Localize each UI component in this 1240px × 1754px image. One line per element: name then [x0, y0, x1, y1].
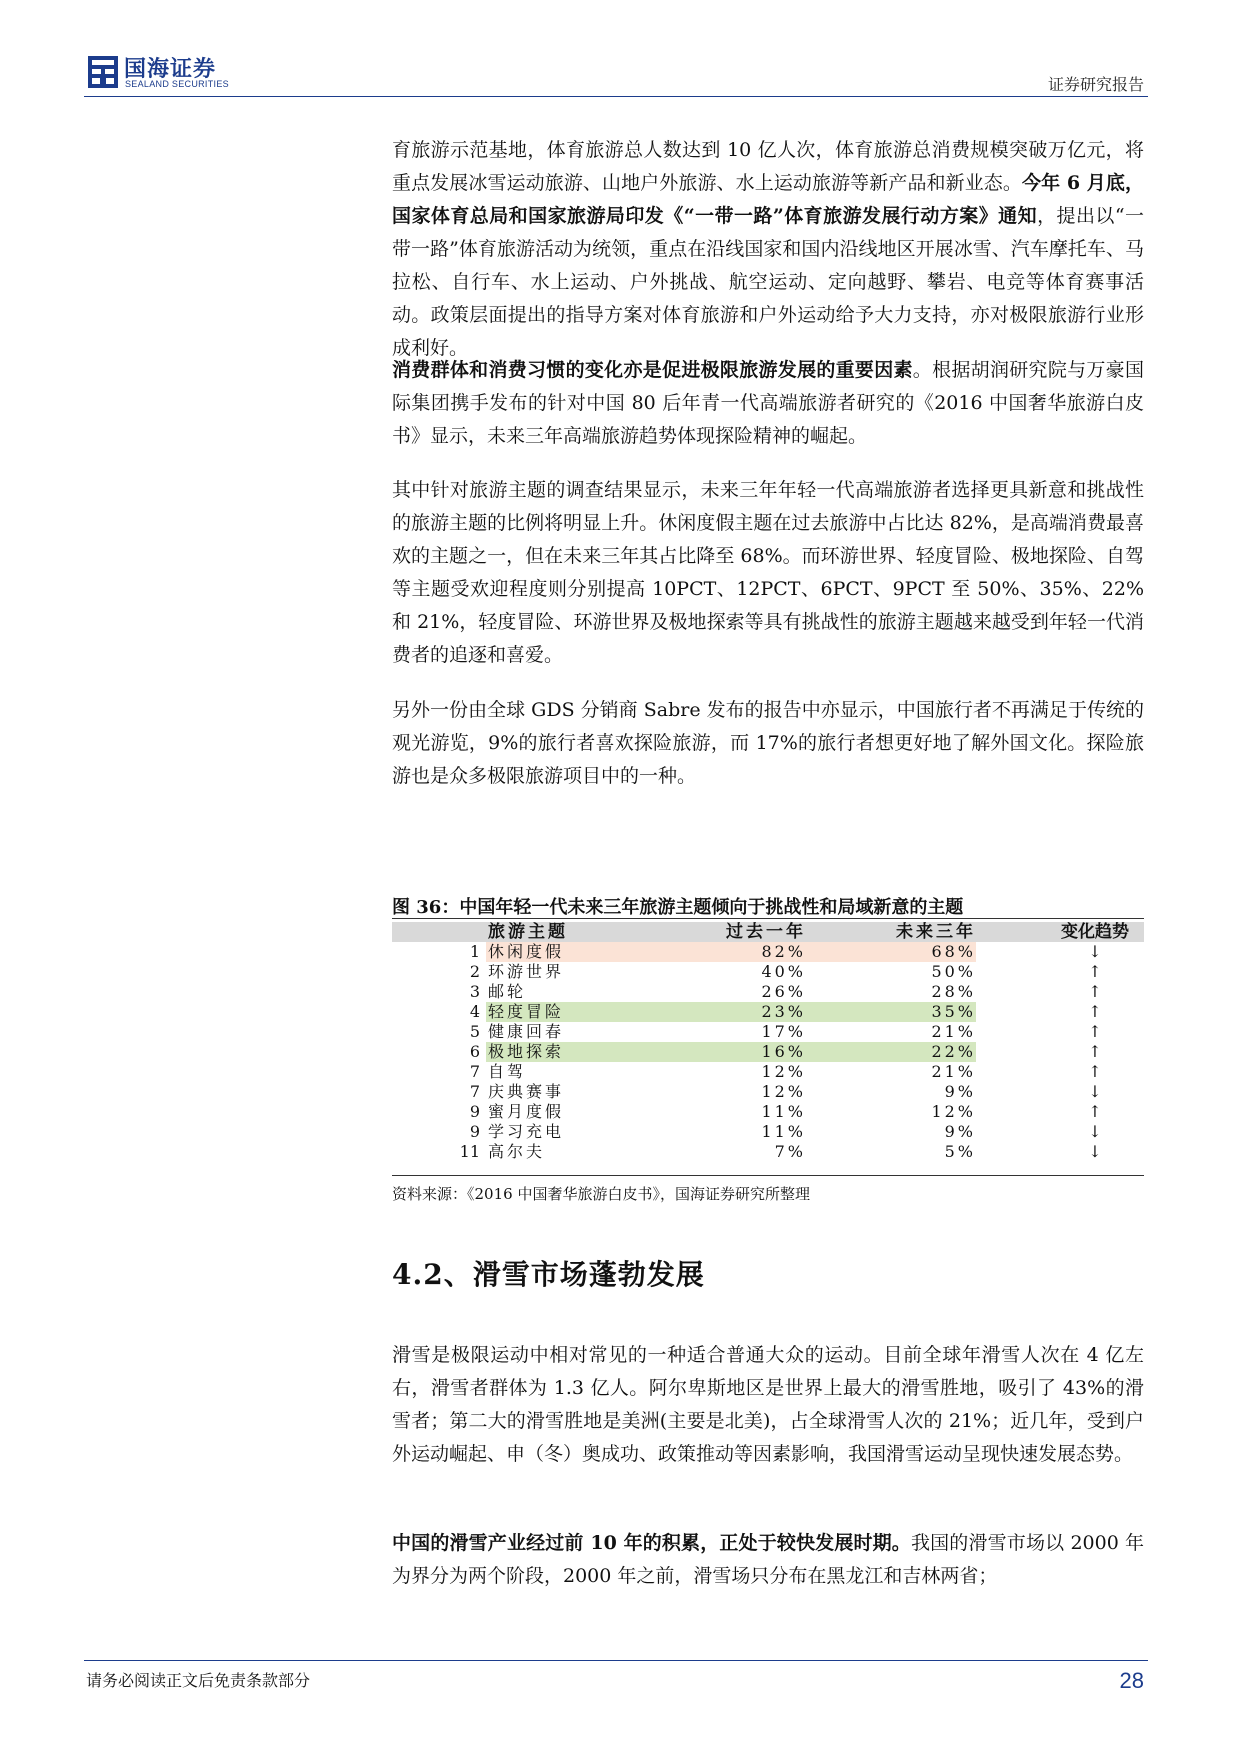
- trend-up-icon: ↑: [1088, 1022, 1102, 1041]
- trend-up-icon: ↑: [1088, 1042, 1102, 1061]
- header-divider: [84, 96, 1148, 97]
- cell-past: 82%: [646, 942, 806, 962]
- cell-theme: 庆典赛事: [488, 1082, 565, 1101]
- trend-up-icon: ↑: [1088, 1062, 1102, 1081]
- table-row: [392, 1002, 1144, 1022]
- cell-rank: 3: [469, 982, 480, 1001]
- trend-up-icon: ↑: [1088, 982, 1102, 1001]
- table-row: [392, 1142, 1144, 1162]
- cell-rank: 9: [469, 1122, 480, 1141]
- figure-title: 图 36：中国年轻一代未来三年旅游主题倾向于挑战性和局域新意的主题: [392, 897, 964, 918]
- cell-theme: 自驾: [488, 1062, 527, 1081]
- paragraph-sabre: [392, 694, 1144, 793]
- cell-theme: 休闲度假: [486, 942, 646, 962]
- cell-future: 21%: [931, 1022, 976, 1041]
- table-row: [392, 1122, 1144, 1142]
- cell-future: 9%: [944, 1082, 976, 1101]
- cell-rank: 7: [469, 1062, 480, 1081]
- paragraph-text: 育旅游示范基地，体育旅游总人数达到 10 亿人次，体育旅游总消费规模突破万亿元，将重点发展冰雪运动旅游、山地户外旅游、水上运动旅游等新产品和新业态。: [392, 139, 1144, 194]
- cell-past: 16%: [646, 1042, 806, 1062]
- table-row: [392, 942, 1144, 962]
- cell-future: 50%: [931, 962, 976, 981]
- trend-up-icon: ↑: [1088, 962, 1102, 981]
- paragraph-emphasis: 中国的滑雪产业经过前 10 年的积累，正处于较快发展时期。: [392, 1532, 911, 1554]
- paragraph-survey: [392, 474, 1144, 672]
- cell-rank: 6: [469, 1042, 480, 1061]
- trend-down-icon: ↓: [1088, 1142, 1102, 1161]
- table-row: [392, 962, 1144, 982]
- sealand-logo-icon: [88, 56, 118, 88]
- cell-rank: 5: [469, 1022, 480, 1041]
- cell-theme: 极地探索: [486, 1042, 646, 1062]
- paragraph-ski-industry: [392, 1527, 1144, 1593]
- paragraph-text: 。根据胡润研究院与万豪国际集团携手发布的针对中国 80 后年青一代高端旅游者研究的《2016 中国奢华旅游白皮书》显示，未来三年高端旅游趋势体现探险精神的崛起。: [392, 359, 1144, 447]
- cell-theme: 高尔夫: [488, 1142, 546, 1161]
- cell-past: 11%: [761, 1102, 806, 1121]
- cell-future: 12%: [931, 1102, 976, 1121]
- table-row: [392, 1042, 1144, 1062]
- cell-theme: 轻度冒险: [486, 1002, 646, 1022]
- table-row: [392, 1062, 1144, 1082]
- logo-name-cn: 国海证券: [124, 57, 217, 82]
- table-body: [392, 942, 1144, 1162]
- header-past-year: 过去一年: [646, 922, 806, 942]
- trend-down-icon: ↓: [1088, 1082, 1102, 1101]
- header-trend: 变化趋势: [976, 922, 1144, 942]
- figure-bottom-rule: [392, 1175, 1144, 1176]
- report-type-label: 证券研究报告: [1047, 75, 1144, 94]
- header-next-three-years: 未来三年: [806, 922, 976, 942]
- footer-divider: [84, 1660, 1148, 1661]
- cell-theme: 健康回春: [488, 1022, 565, 1041]
- trend-up-icon: ↑: [1088, 1002, 1102, 1021]
- trend-down-icon: ↓: [1088, 1122, 1102, 1141]
- figure-top-rule: [392, 918, 1144, 919]
- paragraph-text: ，提出以“一带一路”体育旅游活动为统领，重点在沿线国家和国内沿线地区开展冰雪、汽车摩托车、马拉松、自行车、水上运动、户外挑战、航空运动、定向越野、攀岩、电竞等体育赛事活动。政策层面提出的指导方案对体育旅游和户外运动给予大力支持，亦对极限旅游行业形成利好。: [392, 205, 1145, 359]
- header-rank: [392, 922, 486, 942]
- paragraph-skiing: [392, 1339, 1144, 1471]
- table-row: [392, 982, 1144, 1002]
- cell-rank: 2: [469, 962, 480, 981]
- travel-theme-table: [392, 922, 1144, 1162]
- section-heading: 4.2、滑雪市场蓬勃发展: [392, 1258, 705, 1291]
- cell-past: 12%: [761, 1082, 806, 1101]
- cell-future: 9%: [944, 1122, 976, 1141]
- paragraph-text: 滑雪是极限运动中相对常见的一种适合普通大众的运动。目前全球年滑雪人次在 4 亿左右，滑雪者群体为 1.3 亿人。阿尔卑斯地区是世界上最大的滑雪胜地，吸引了 43%的滑雪者；第二大的滑雪胜地是美洲(主要是北美)，占全球滑雪人次的 21%；近几年，受到户外运动崛起、申（冬）奥成功、政策推动等因素影响，我国滑雪运动呈现快速发展态势。: [392, 1344, 1144, 1465]
- footer-disclaimer-link[interactable]: 请务必阅读正文后免责条款部分: [86, 1671, 311, 1690]
- cell-future: 21%: [931, 1062, 976, 1081]
- trend-up-icon: ↑: [1088, 1102, 1102, 1121]
- cell-past: 23%: [646, 1002, 806, 1022]
- trend-down-icon: ↓: [1088, 942, 1102, 961]
- cell-past: 7%: [774, 1142, 806, 1161]
- logo-name-en: SEALAND SECURITIES: [125, 79, 229, 89]
- cell-theme: 蜜月度假: [488, 1102, 565, 1121]
- header-theme: 旅游主题: [486, 922, 646, 942]
- cell-rank: 4: [469, 1002, 480, 1021]
- cell-future: 22%: [806, 1042, 976, 1062]
- cell-past: 12%: [761, 1062, 806, 1081]
- cell-future: 28%: [931, 982, 976, 1001]
- paragraph-consumers: [392, 354, 1144, 453]
- figure-source: 资料来源：《2016 中国奢华旅游白皮书》，国海证券研究所整理: [392, 1185, 810, 1203]
- cell-theme: 环游世界: [488, 962, 565, 981]
- paragraph-text: 我国的滑雪市场以 2000 年为界分为两个阶段，2000 年之前，滑雪场只分布在黑龙江和吉林两省；: [392, 1532, 1145, 1587]
- cell-rank: 7: [469, 1082, 480, 1101]
- cell-rank: 11: [459, 1142, 480, 1161]
- paragraph-text: 另外一份由全球 GDS 分销商 Sabre 发布的报告中亦显示，中国旅行者不再满足于传统的观光游览，9%的旅行者喜欢探险旅游，而 17%的旅行者想更好地了解外国文化。探险旅游也是众多极限旅游项目中的一种。: [392, 699, 1144, 787]
- table-row: [392, 1082, 1144, 1102]
- cell-future: 5%: [944, 1142, 976, 1161]
- cell-theme: 学习充电: [488, 1122, 565, 1141]
- cell-past: 11%: [761, 1122, 806, 1141]
- cell-rank: 9: [469, 1102, 480, 1121]
- paragraph-policy: [392, 134, 1144, 365]
- table-header-row: [392, 922, 1144, 942]
- paragraph-emphasis: 今年 6 月底，国家体育总局和国家旅游局印发《“一带一路”体育旅游发展行动方案》通知: [392, 172, 1144, 227]
- cell-past: 17%: [761, 1022, 806, 1041]
- cell-past: 40%: [761, 962, 806, 981]
- cell-theme: 邮轮: [488, 982, 527, 1001]
- cell-past: 26%: [761, 982, 806, 1001]
- table-row: [392, 1102, 1144, 1122]
- cell-rank: 1: [469, 942, 480, 961]
- paragraph-text: 其中针对旅游主题的调查结果显示，未来三年年轻一代高端旅游者选择更具新意和挑战性的旅游主题的比例将明显上升。休闲度假主题在过去旅游中占比达 82%，是高端消费最喜欢的主题之一，但在未来三年其占比降至 68%。而环游世界、轻度冒险、极地探险、自驾等主题受欢迎程度则分别提高 10PCT、12PCT、6PCT、9PCT 至 50%、35%、22%和 21%，轻度冒险、环游世界及极地探索等具有挑战性的旅游主题越来越受到年轻一代消费者的追逐和喜爱。: [392, 479, 1144, 666]
- paragraph-emphasis: 消费群体和消费习惯的变化亦是促进极限旅游发展的重要因素: [392, 359, 913, 381]
- page-number: 28: [1119, 1668, 1144, 1693]
- cell-future: 35%: [806, 1002, 976, 1022]
- cell-future: 68%: [806, 942, 976, 962]
- table-row: [392, 1022, 1144, 1042]
